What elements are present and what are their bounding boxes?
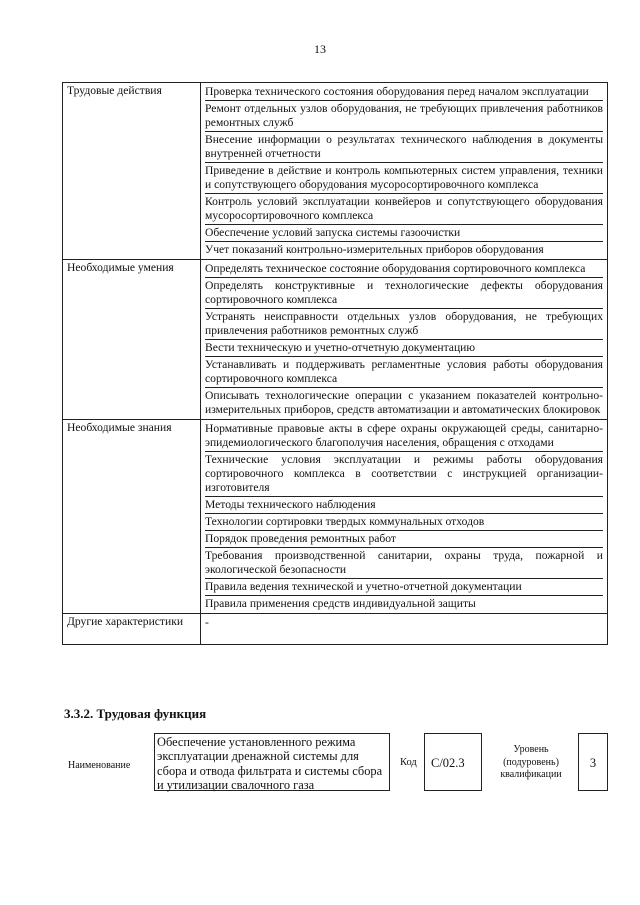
table-row — [63, 420, 608, 614]
list-item: Вести техническую и учетно-отчетную документацию — [205, 340, 603, 357]
list-item: Определять техническое состояние оборудования сортировочного комплекса — [205, 261, 603, 278]
list-item: Порядок проведения ремонтных работ — [205, 531, 603, 548]
list-item: Внесение информации о результатах технического наблюдения в документы внутренней отчетности — [205, 132, 603, 163]
list-item: Технологии сортировки твердых коммунальных отходов — [205, 514, 603, 531]
row-category: Другие характеристики — [63, 614, 201, 645]
list-item: Нормативные правовые акты в сфере охраны окружающей среды, санитарно-эпидемиологического благополучия населения, обращения с отходами — [205, 421, 603, 452]
page-number: 13 — [314, 42, 326, 56]
list-item: Учет показаний контрольно-измерительных приборов оборудования — [205, 243, 544, 256]
row-items — [201, 614, 608, 645]
list-item: Контроль условий эксплуатации конвейеров и сопутствующего оборудования мусоросортировочного комплекса — [205, 194, 603, 225]
list-item: Правила ведения технической и учетно-отчетной документации — [205, 579, 603, 596]
list-item: - — [205, 616, 209, 629]
row-category: Трудовые действия — [63, 83, 201, 260]
code-label: Код — [400, 757, 417, 768]
list-item: Ремонт отдельных узлов оборудования, не требующих привлечения работников ремонтных служб — [205, 101, 603, 132]
table-row — [63, 260, 608, 420]
section-title: 3.3.2. Трудовая функция — [64, 706, 207, 721]
list-item: Описывать технологические операции с указанием показателей контрольно-измерительных приборов, средств автоматизации и автоматических блокировок — [205, 389, 603, 416]
list-item: Определять конструктивные и технологические дефекты оборудования сортировочного комплекса — [205, 278, 603, 309]
labor-functions-table — [62, 82, 608, 645]
list-item: Приведение в действие и контроль компьютерных систем управления, техники и сопутствующего оборудования мусоросортировочного комплекса — [205, 163, 603, 194]
row-items — [201, 83, 608, 260]
row-items — [201, 420, 608, 614]
function-code-box: C/02.3 — [424, 733, 482, 791]
list-item: Правила применения средств индивидуальной защиты — [205, 597, 476, 610]
list-item: Обеспечение условий запуска системы газоочистки — [205, 225, 603, 242]
qualification-level-box: 3 — [578, 733, 608, 791]
table-row — [63, 614, 608, 645]
row-items — [201, 260, 608, 420]
table-row — [63, 83, 608, 260]
name-label: Наименование — [68, 760, 131, 771]
list-item: Устранять неисправности отдельных узлов оборудования, не требующих привлечения работников ремонтных служб — [205, 309, 603, 340]
qualification-level-label: Уровень (подуровень) квалификации — [500, 744, 562, 780]
row-category: Необходимые знания — [63, 420, 201, 614]
list-item: Проверка технического состояния оборудования перед началом эксплуатации — [205, 84, 603, 101]
list-item: Устанавливать и поддерживать регламентные условия работы оборудования сортировочного комплекса — [205, 357, 603, 388]
list-item: Технические условия эксплуатации и режимы работы оборудования сортировочного комплекса в соответствии с инструкцией организации-изготовителя — [205, 452, 603, 497]
list-item: Требования производственной санитарии, охраны труда, пожарной и экологической безопасности — [205, 548, 603, 579]
row-category: Необходимые умения — [63, 260, 201, 420]
function-name-box: Обеспечение установленного режима эксплуатации дренажной системы для сбора и отвода фильтрата и системы сбора и утилизации свалочного газа — [154, 733, 390, 791]
list-item: Методы технического наблюдения — [205, 497, 603, 514]
